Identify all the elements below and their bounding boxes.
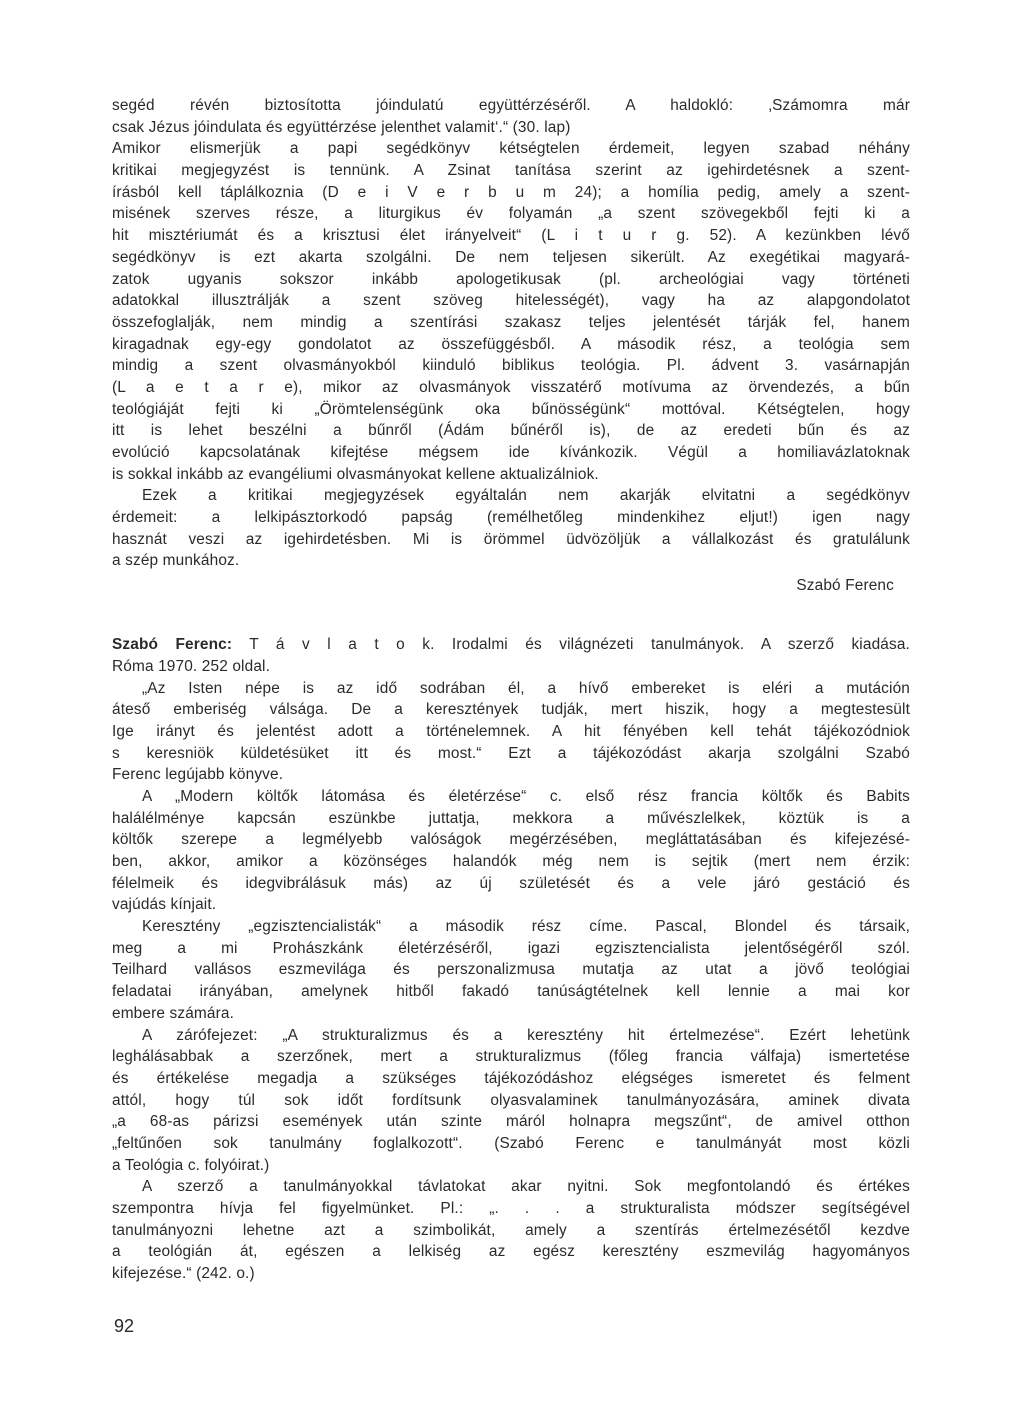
- text-line: szempontra hívja fel figyelmünket. Pl.: „. . . a strukturalista módszer segítségével: [112, 1200, 910, 1217]
- review-author: Szabó Ferenc:: [112, 636, 233, 654]
- text-line: Amikor elismerjük a papi segédkönyv kétségtelen érdemeit, legyen szabad néhány: [112, 140, 910, 158]
- page-number: 92: [114, 1316, 135, 1336]
- text-line: érdemeit: a lelkipásztorkodó papság (remélhetőleg mindenkihez eljut!) igen nagy: [112, 509, 910, 527]
- review-heading: [112, 634, 910, 656]
- text-line: és értékelése megadja a szükséges tájékozódáshoz elégséges ismeretet és felment: [112, 1069, 910, 1087]
- text-line: kiragadnak egy-egy gondolatot az összefüggésből. A második rész, a teológia sem: [112, 335, 910, 353]
- text-line: hit misztériumát és a krisztusi élet irányelveit“ (L i t u r g. 52). A kezünkben lévő: [112, 227, 910, 245]
- page-body: [112, 95, 910, 1285]
- text-line: a szép munkához.: [112, 552, 240, 570]
- text-line: A „Modern költők látomása és életérzése“ c. első rész francia költők és Babits: [142, 787, 910, 805]
- text-line: áteső emberiség válsága. De a keresztények tudják, mert hiszik, hogy a megtestesült: [112, 701, 910, 719]
- text-line: A zárófejezet: „A strukturalizmus és a keresztény hit értelmezése“. Ezért lehetünk: [142, 1026, 910, 1044]
- text-line: kritikai megjegyzést is tennünk. A Zsinat tanítása szerint az igehirdetésnek a szent-: [112, 162, 910, 180]
- text-line: feladatai irányában, amelynek hitből fakadó tanúságtételnek kell lennie a mai kor: [112, 983, 910, 1001]
- text-line: a Teológia c. folyóirat.): [112, 1156, 270, 1174]
- text-line: „a 68-as párizsi események után szinte máról holnapra megszűnt“, de amivel otthon: [112, 1113, 910, 1131]
- text-line: mindig a szent olvasmányokból kiinduló biblikus teológia. Pl. ádvent 3. vasárnapján: [112, 357, 910, 375]
- text-line: tanulmányozni lehetne azt a szimbolikát, amely a szentírás értelmezésétől kezdve: [112, 1221, 910, 1239]
- text-line: a teológián át, egészen a lelkiség az egész keresztény eszmevilág hagyományos: [112, 1243, 910, 1261]
- text-line: evolúció kapcsolatának kifejtése mégsem ide kívánkozik. Végül a homiliavázlatoknak: [112, 444, 910, 461]
- review-title: T á v l a t o k. Irodalmi és világnézeti tanulmányok. A szerző kiadása.: [232, 636, 910, 654]
- text-line: (L a e t a r e), mikor az olvasmányok visszatérő motívuma az örvendezés, a bűn: [112, 378, 910, 396]
- text-line: összefoglalják, nem mindig a szentírási szakasz teljes jelentését tárják fel, hanem: [112, 313, 910, 331]
- text-line: csak Jézus jóindulata és együttérzése jelenthet valamit‘.“ (30. lap): [112, 118, 571, 136]
- text-line: Róma 1970. 252 oldal.: [112, 657, 271, 675]
- text-line: költők szerepe a legmélyebb valóságok megérzésében, megláttatásában és kifejezésé-: [112, 831, 910, 849]
- text-line: A szerző a tanulmányokkal távlatokat akar nyitni. Sok megfontolandó és értékes: [142, 1178, 910, 1196]
- text-line: meg a mi Prohászkánk életérzéséről, igazi egzisztencialista jelentőségéről szól.: [112, 939, 910, 957]
- text-line: teológiáját fejti ki „Örömtelenségünk oka bűnösségünk“ mottóval. Kétségtelen, hogy: [112, 400, 910, 418]
- text-line: misének szerves része, a liturgikus év folyamán „a szent szövegekből fejti ki a: [112, 205, 910, 223]
- text-line: félelmeik és idegvibrálásuk más) az új születését és a vele járó gestáció és: [112, 874, 910, 892]
- text-line: attól, hogy túl sok időt fordítsunk olyasvalaminek tanulmányozására, aminek divata: [112, 1091, 910, 1109]
- review-continuation: [112, 95, 910, 597]
- text-line: kifejezése.“ (242. o.): [112, 1265, 255, 1283]
- text-line: hasznát veszi az igehirdetésben. Mi is örömmel üdvözöljük a vállalkozást és gratulálunk: [112, 530, 910, 548]
- text-line: adatokkal illusztrálják a szent szöveg hitelességét), vagy ha az alapgondolatot: [112, 292, 910, 310]
- text-line: „Az Isten népe is az idő sodrában él, a hívő embereket is eléri a mutáción: [142, 679, 910, 697]
- text-line: Keresztény „egzisztencialisták“ a második rész címe. Pascal, Blondel és társaik,: [142, 918, 910, 936]
- text-line: segéd révén biztosította jóindulatú együttérzéséről. A haldokló: ‚Számomra már: [112, 97, 910, 114]
- text-line: embere számára.: [112, 1004, 235, 1022]
- text-line: „feltűnően sok tanulmány foglalkozott“. (Szabó Ferenc e tanulmányát most közli: [112, 1134, 910, 1152]
- text-line: is sokkal inkább az evangéliumi olvasmányokat kellene aktualizálniok.: [112, 465, 599, 483]
- text-line: zatok ugyanis sokszor inkább apologetikusak (pl. archeológiai vagy történeti: [112, 270, 910, 288]
- text-line: Ige irányt és jelentést adott a történelemnek. A hit fényében kell tehát tájékozódniok: [112, 722, 910, 740]
- text-line: Teilhard vallásos eszmevilága és perszonalizmusa mutatja az utat a jövő teológiai: [112, 961, 910, 979]
- text-line: ben, akkor, amikor a közönséges halandók még nem is sejtik (mert nem érzik:: [112, 853, 910, 870]
- text-line: halálélménye kapcsán eszünkbe juttatja, mekkora a művészlelkek, köztük is a: [112, 809, 910, 827]
- review-signature: Szabó Ferenc: [796, 577, 894, 595]
- text-line: itt is lehet beszélni a bűnről (Ádám bűnéről is), de az eredeti bűn és az: [112, 422, 910, 440]
- section-gap: [112, 597, 910, 634]
- text-line: leghálásabbak a szerzőnek, mert a strukturalizmus (főleg francia válfaja) ismertetése: [112, 1048, 910, 1066]
- text-line: írásból kell táplálkoznia (D e i V e r b u m 24); a homília pedig, amely a szent-: [112, 183, 910, 201]
- text-line: s keresniök küldetésüket itt és most.“ Ezt a tájékozódást akarja szolgálni Szabó: [112, 744, 910, 762]
- text-line: vajúdás kínjait.: [112, 896, 217, 914]
- text-line: Ferenc legújabb könyve.: [112, 766, 284, 784]
- book-review: [112, 634, 910, 1285]
- text-line: Ezek a kritikai megjegyzések egyáltalán nem akarják elvitatni a segédkönyv: [142, 487, 910, 505]
- text-line: segédkönyv is ezt akarta szolgálni. De nem teljesen sikerült. Az exegétikai magyará-: [112, 248, 910, 266]
